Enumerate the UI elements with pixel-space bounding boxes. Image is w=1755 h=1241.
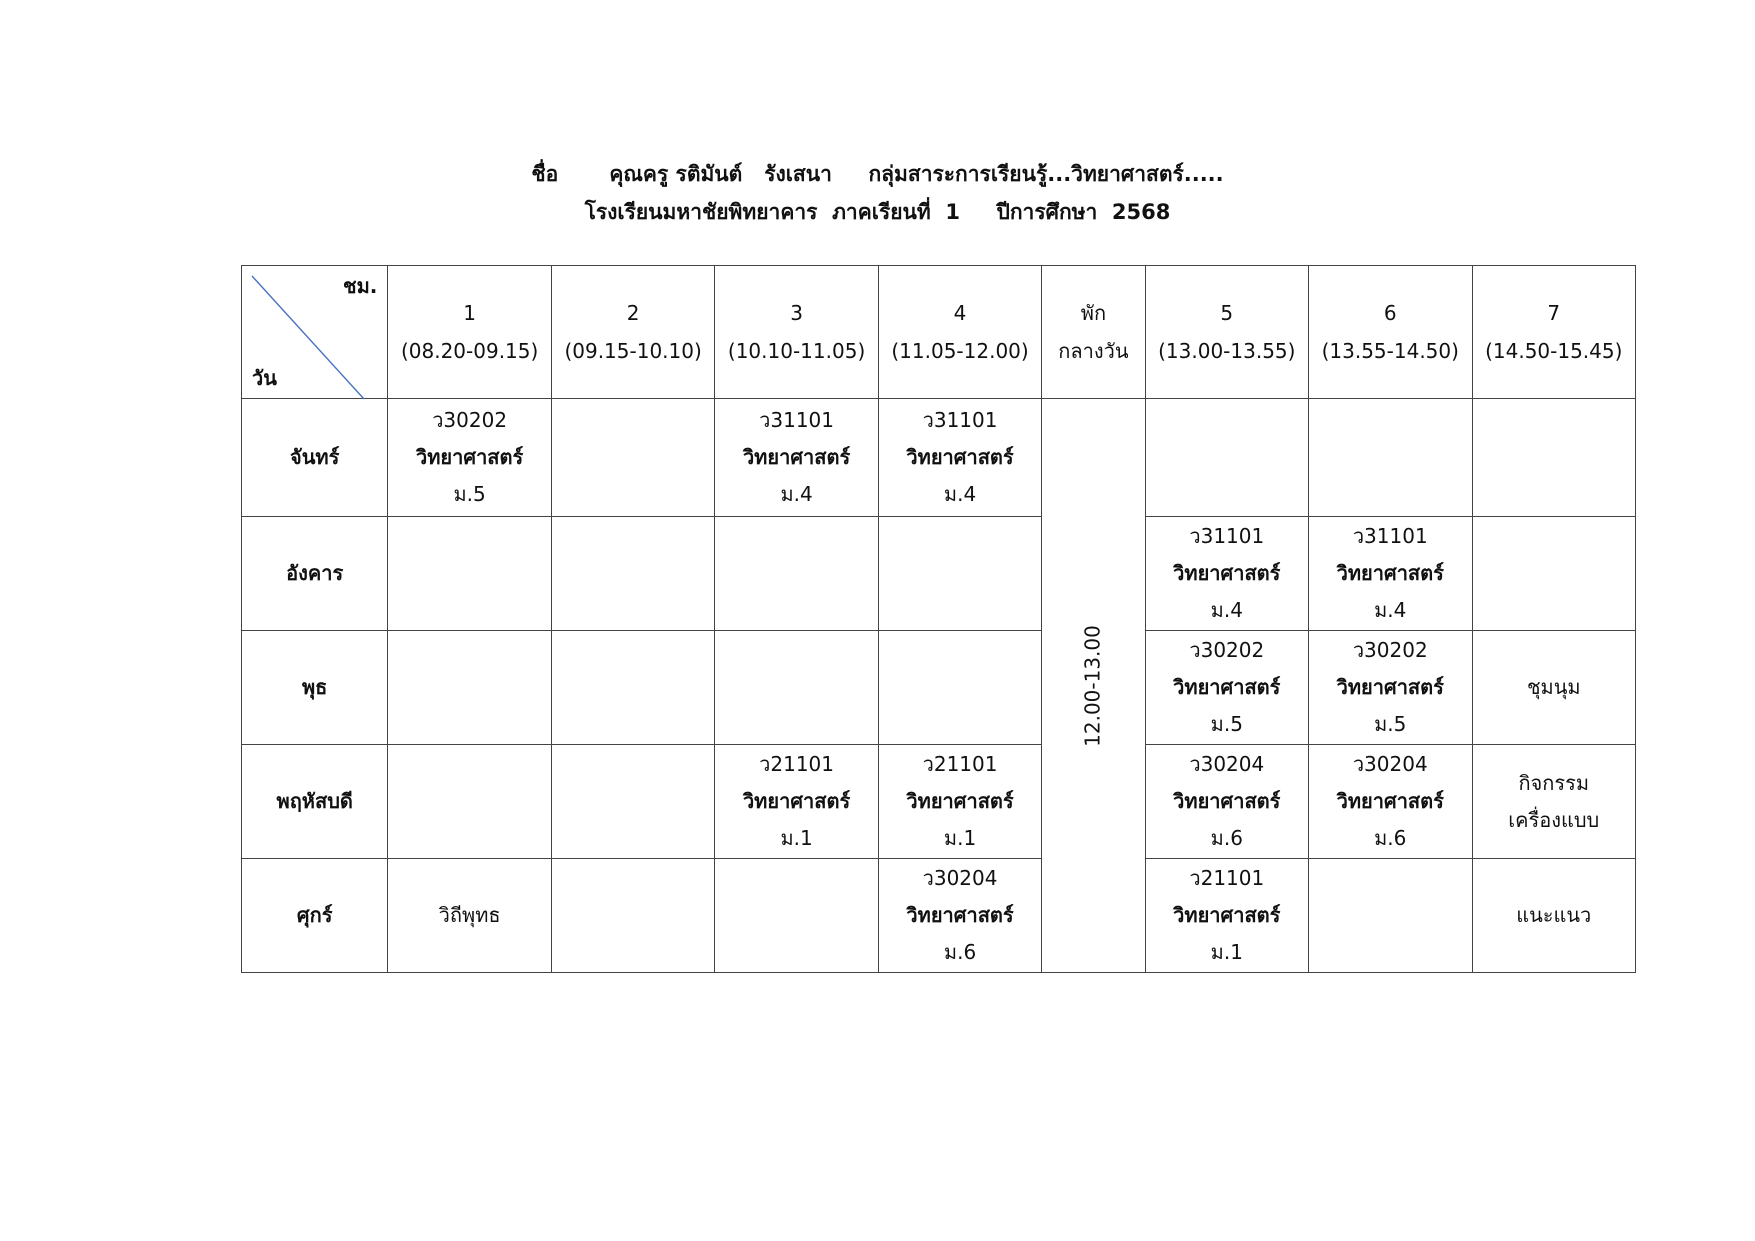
course-code: ว31101 — [1352, 524, 1428, 548]
course-code: ว21101 — [759, 752, 834, 776]
school-term-line: โรงเรียนมหาชัยพิทยาคาร ภาคเรียนที่ 1 ปีการศึกษา 2568 — [584, 200, 1171, 224]
activity-name: กิจกรรม — [1518, 770, 1590, 795]
period-header — [551, 266, 714, 399]
lunch-label: พัก — [1080, 301, 1107, 325]
class-slot — [551, 517, 714, 631]
class-slot — [715, 517, 878, 631]
day-label: จันทร์ — [242, 399, 388, 517]
lunch-time: 12.00-13.00 — [1080, 624, 1105, 747]
timetable — [241, 265, 1636, 973]
class-slot — [1145, 745, 1308, 859]
grade-level: ม.1 — [780, 826, 813, 850]
class-slot — [878, 745, 1041, 859]
subject-name: วิทยาศาสตร์ — [1336, 675, 1444, 699]
period-time: (13.55-14.50) — [1321, 339, 1459, 363]
period-number: 4 — [953, 301, 967, 325]
class-slot — [1472, 517, 1636, 631]
class-slot — [388, 859, 551, 973]
day-axis-label: วัน — [252, 366, 277, 390]
period-header — [878, 266, 1041, 399]
class-slot — [551, 745, 714, 859]
class-slot — [878, 631, 1041, 745]
day-row — [242, 399, 1636, 517]
class-slot — [878, 859, 1041, 973]
grade-level: ม.5 — [1374, 712, 1407, 736]
activity-name: แนะแนว — [1516, 903, 1592, 927]
lunch-break-cell — [1042, 399, 1145, 973]
period-header — [715, 266, 878, 399]
class-slot — [551, 399, 714, 517]
lunch-header — [1042, 266, 1145, 399]
class-slot — [551, 859, 714, 973]
subject-name: วิทยาศาสตร์ — [906, 903, 1014, 927]
class-slot — [715, 745, 878, 859]
grade-level: ม.1 — [943, 826, 977, 850]
class-slot — [715, 631, 878, 745]
grade-level: ม.1 — [1210, 940, 1243, 964]
period-number: 3 — [790, 301, 803, 325]
teacher-name-line: ชื่อ คุณครู รติมันต์ รังเสนา กลุ่มสาระการเรียนรู้...วิทยาศาสตร์..... — [531, 162, 1224, 186]
class-slot — [1309, 631, 1472, 745]
grade-level: ม.5 — [1210, 712, 1243, 736]
course-code: ว30202 — [1352, 638, 1428, 662]
class-slot — [715, 399, 878, 517]
course-code: ว30204 — [922, 866, 998, 890]
class-slot — [1145, 859, 1308, 973]
class-slot — [1309, 399, 1472, 517]
period-number: 6 — [1383, 301, 1397, 325]
subject-name: วิทยาศาสตร์ — [1173, 561, 1281, 585]
period-header — [1309, 266, 1472, 399]
period-time: (14.50-15.45) — [1485, 339, 1623, 363]
class-slot — [1472, 399, 1636, 517]
lunch-label-2: กลางวัน — [1058, 339, 1129, 363]
period-time: (13.00-13.55) — [1158, 339, 1296, 363]
class-slot — [388, 631, 551, 745]
class-slot — [1145, 631, 1308, 745]
period-number: 1 — [463, 301, 476, 325]
class-slot — [878, 517, 1041, 631]
grade-level: ม.6 — [1210, 826, 1243, 850]
day-label: พฤหัสบดี — [242, 745, 388, 859]
class-slot — [388, 517, 551, 631]
course-code: ว31101 — [922, 408, 998, 432]
period-axis-label: ชม. — [343, 274, 378, 298]
course-code: ว30202 — [432, 408, 508, 432]
class-slot — [878, 399, 1041, 517]
period-header — [388, 266, 551, 399]
grade-level: ม.4 — [780, 482, 813, 506]
day-row — [242, 859, 1636, 973]
grade-level: ม.5 — [453, 482, 486, 506]
course-code: ว30204 — [1352, 752, 1428, 776]
course-code: ว21101 — [922, 752, 998, 776]
period-number: 5 — [1220, 301, 1234, 325]
grade-level: ม.4 — [943, 482, 977, 506]
grade-level: ม.6 — [1374, 826, 1407, 850]
course-code: ว31101 — [759, 408, 834, 432]
day-row — [242, 631, 1636, 745]
class-slot — [1309, 859, 1472, 973]
class-slot — [1309, 745, 1472, 859]
period-time: (09.15-10.10) — [564, 339, 702, 363]
activity-name: วิถีพุทธ — [438, 903, 501, 927]
corner-cell — [242, 266, 388, 399]
period-time: (11.05-12.00) — [891, 339, 1029, 363]
class-slot — [1145, 399, 1308, 517]
period-header — [1472, 266, 1636, 399]
day-row — [242, 517, 1636, 631]
subject-name: วิทยาศาสตร์ — [1173, 789, 1281, 813]
subject-name: วิทยาศาสตร์ — [1336, 789, 1444, 813]
activity-name: ชุมนุม — [1526, 675, 1581, 699]
class-slot — [1472, 859, 1636, 973]
header-row — [242, 266, 1636, 399]
grade-level: ม.4 — [1210, 598, 1243, 622]
day-row — [242, 745, 1636, 859]
subject-name: วิทยาศาสตร์ — [1336, 561, 1444, 585]
course-code: ว21101 — [1189, 866, 1265, 890]
day-label: พุธ — [242, 631, 388, 745]
class-slot — [1472, 745, 1636, 859]
class-slot — [1145, 517, 1308, 631]
activity-name-2: เครื่องแบบ — [1508, 807, 1600, 832]
subject-name: วิทยาศาสตร์ — [906, 789, 1014, 813]
period-header — [1145, 266, 1308, 399]
class-slot — [388, 745, 551, 859]
period-number: 7 — [1547, 301, 1561, 325]
day-label: ศุกร์ — [242, 859, 388, 973]
subject-name: วิทยาศาสตร์ — [742, 445, 851, 469]
class-slot — [1472, 631, 1636, 745]
course-code: ว30202 — [1189, 638, 1265, 662]
class-slot — [715, 859, 878, 973]
course-code: ว31101 — [1189, 524, 1265, 548]
subject-name: วิทยาศาสตร์ — [1173, 903, 1281, 927]
class-slot — [388, 399, 551, 517]
subject-name: วิทยาศาสตร์ — [416, 445, 524, 469]
subject-name: วิทยาศาสตร์ — [742, 789, 851, 813]
grade-level: ม.6 — [943, 940, 977, 964]
period-time: (10.10-11.05) — [727, 339, 866, 363]
class-slot — [551, 631, 714, 745]
class-slot — [1309, 517, 1472, 631]
period-time: (08.20-09.15) — [400, 339, 539, 363]
day-label: อังคาร — [242, 517, 388, 631]
period-number: 2 — [626, 301, 640, 325]
grade-level: ม.4 — [1374, 598, 1407, 622]
subject-name: วิทยาศาสตร์ — [1173, 675, 1281, 699]
course-code: ว30204 — [1189, 752, 1265, 776]
subject-name: วิทยาศาสตร์ — [906, 445, 1014, 469]
